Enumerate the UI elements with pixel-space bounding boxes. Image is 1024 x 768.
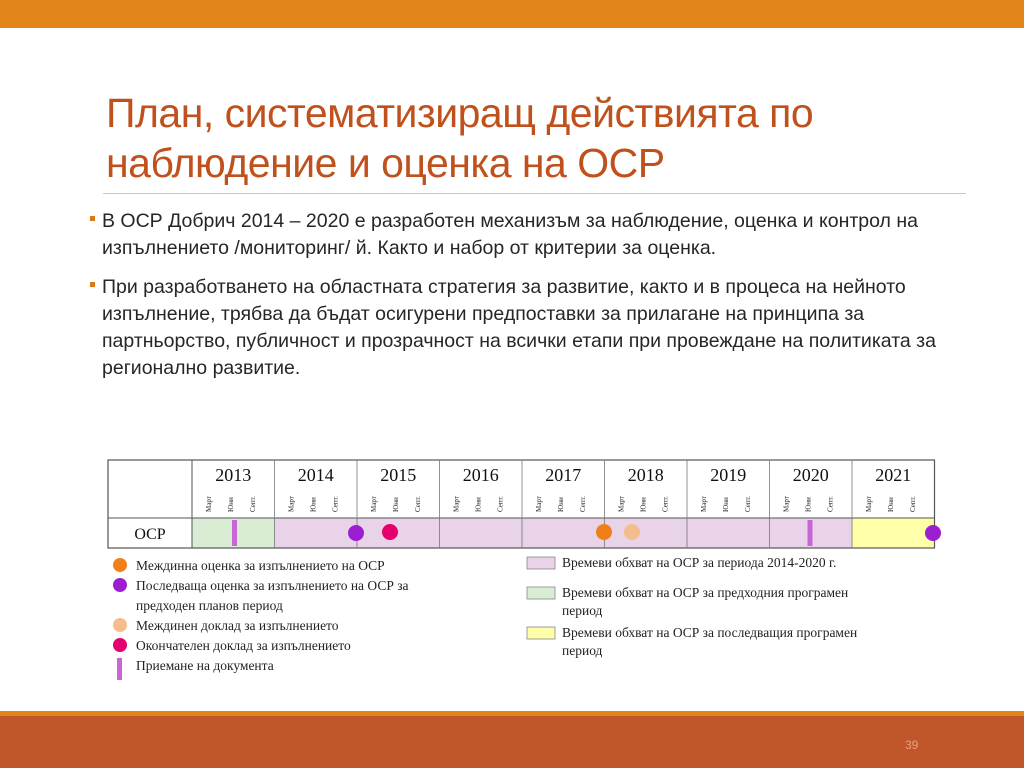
month-label: Март (370, 496, 378, 512)
month-label: Юни (639, 497, 648, 512)
month-label: Септ. (331, 496, 340, 512)
legend-swatch (527, 627, 555, 639)
year-label: 2018 (627, 465, 664, 485)
adoption-marker (808, 520, 813, 546)
legend-text: Междинен доклад за изпълнението (136, 618, 339, 633)
month-label: Юни (227, 497, 235, 512)
legend-text: предходен планов период (136, 598, 283, 613)
year-label: 2020 (792, 465, 829, 485)
legend-marker (113, 558, 127, 572)
year-label: 2017 (545, 465, 582, 485)
interim-report-marker (624, 524, 640, 540)
month-label: Юни (309, 497, 318, 512)
footer-bar (0, 716, 1024, 768)
month-label: Септ. (909, 496, 917, 512)
month-label: Септ. (661, 496, 670, 512)
year-label: 2021 (875, 465, 912, 485)
month-label: Март (535, 496, 543, 512)
month-label: Септ. (414, 496, 422, 512)
legend-text: Последваща оценка за изпълнението на ОСР за (136, 578, 409, 593)
legend-text: Приемане на документа (136, 658, 274, 673)
legend-text: Времеви обхват на ОСР за периода 2014-2020 г. (562, 555, 837, 570)
month-label: Юни (474, 497, 483, 512)
month-label: Септ. (496, 496, 505, 512)
month-label: Март (782, 496, 791, 512)
page-number: 39 (905, 738, 919, 752)
legend-text: Времеви обхват на ОСР за предходния програмен (562, 585, 849, 600)
legend-swatch (527, 557, 555, 569)
month-label: Юни (557, 497, 565, 512)
legend-text: Окончателен доклад за изпълнението (136, 638, 351, 653)
year-label: 2016 (462, 465, 499, 485)
legend-adoption-swatch (117, 658, 122, 680)
legend-marker (113, 638, 127, 652)
month-label: Март (700, 496, 708, 512)
month-label: Март (617, 496, 626, 512)
title-line-1: План, систематизиращ действията по (106, 90, 814, 136)
row-label: ОСР (134, 526, 166, 543)
legend-text: Междинна оценка за изпълнението на ОСР (136, 558, 385, 573)
month-label: Март (205, 496, 213, 512)
month-label: Март (865, 496, 873, 512)
month-label: Юни (392, 497, 400, 512)
year-label: 2015 (380, 465, 417, 485)
year-label: 2019 (710, 465, 747, 485)
followup-eval-marker (925, 525, 941, 541)
legend-marker (113, 618, 127, 632)
year-label: 2014 (297, 465, 334, 485)
legend-swatch (527, 587, 555, 599)
month-label: Септ. (579, 496, 587, 512)
bullet-text: В ОСР Добрич 2014 – 2020 е разработен механизъм за наблюдение, оценка и контрол на изпълнението /мониторинг/ й. Както и набор от критерии за оценка. (102, 210, 918, 259)
year-label: 2013 (215, 465, 252, 485)
title-line-2: наблюдение и оценка на ОСР (106, 140, 665, 186)
legend-marker (113, 578, 127, 592)
month-label: Юни (722, 497, 730, 512)
final-report-marker (382, 524, 398, 540)
legend-text: период (562, 643, 603, 658)
followup-eval-marker (348, 525, 364, 541)
legend-text: Времеви обхват на ОСР за последващия програмен (562, 625, 858, 640)
month-label: Март (452, 496, 461, 512)
month-label: Юни (804, 497, 813, 512)
adoption-marker (232, 520, 237, 546)
next-period-band (852, 518, 935, 548)
interim-eval-marker (596, 524, 612, 540)
month-label: Септ. (744, 496, 752, 512)
month-label: Март (287, 496, 296, 512)
legend-text: период (562, 603, 603, 618)
bullet-text: При разработването на областната стратегия за развитие, както и в процеса на нейното изпълнение, трябва да бъдат осигурени предпоставки за прилагане на принципа за партньорство, публичност и прозрачност на всички етапи при провеждане на политиката за регионално развитие. (102, 276, 936, 379)
month-label: Септ. (826, 496, 835, 512)
month-label: Септ. (249, 496, 257, 512)
month-label: Юни (887, 497, 895, 512)
